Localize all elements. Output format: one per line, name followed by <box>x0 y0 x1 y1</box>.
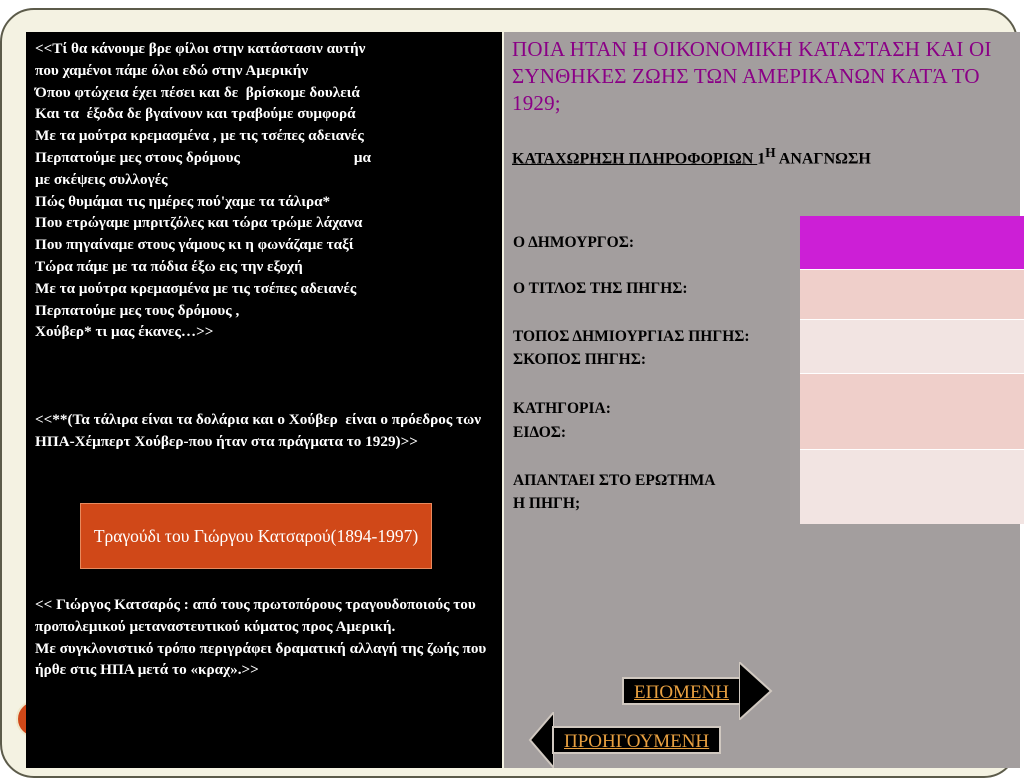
author-bio-text: << Γιώργος Κατσαρός : από τους πρωτοπόρους τραγουδοποιούς του προπολεμικού μεταναστευτικού κύματος προς Αμερική. Με συγκλονιστικό τρόπο περιγράφει δραματική αλλαγή της ζωής που ήρθε στις ΗΠΑ μετά το «κραχ».>> <box>35 596 487 679</box>
label-kind: ΕΙΔΟΣ: <box>513 424 567 441</box>
label-source-title: Ο ΤΙΤΛΟΣ ΤΗΣ ΠΗΓΗΣ: <box>513 280 688 297</box>
cell-category-kind[interactable] <box>800 374 1024 450</box>
subtitle-rest: ΑΝΑΓΝΩΣΗ <box>775 150 871 168</box>
label-answer-line2: Η ΠΗΓΗ; <box>513 495 581 512</box>
poem-line: Που πηγαίναμε στους γάμους κι η φωνάζαμε ταξί <box>35 236 354 254</box>
poem-line: Με τα μούτρα κρεμασμένα , με τις τσέπες αδειανές <box>35 127 364 145</box>
cell-source-title[interactable] <box>800 270 1024 320</box>
next-label: ΕΠΟΜΕΝΗ <box>622 677 741 705</box>
arrow-left-icon <box>528 712 554 768</box>
previous-button[interactable] <box>528 712 721 768</box>
subtitle-superscript: Η <box>765 145 776 160</box>
label-answer-line1: ΑΠΑΝΤΑΕΙ ΣΤΟ ΕΡΩΤΗΜΑ <box>513 472 716 489</box>
poem-line: Και τα έξοδα δε βγαίνουν και τραβούμε συμφορά <box>35 105 356 123</box>
poem-line: Περπατούμε μες στους δρόμους μα <box>35 148 371 166</box>
poem-line: Πώς θυμάμαι τις ημέρες πού'χαμε τα τάλιρα* <box>35 192 331 210</box>
poem-lyrics <box>35 38 498 343</box>
poem-line: Χούβερ* τι μας έκανες…>> <box>35 323 214 341</box>
poem-line: Όπου φτώχεια έχει πέσει και δε βρίσκομε δουλειά <box>35 83 360 101</box>
label-purpose: ΣΚΟΠΟΣ ΠΗΓΗΣ: <box>513 351 647 368</box>
subtitle-underlined: ΚΑΤΑΧΩΡΗΣΗ ΠΛΗΡΟΦΟΡΙΩΝ <box>512 150 758 168</box>
label-category: ΚΑΤΗΓΟΡΙΑ: <box>513 400 611 417</box>
cell-creator[interactable] <box>800 216 1024 270</box>
footnote-text: <<**(Τα τάλιρα είναι τα δολάρια και ο Χούβερ είναι ο πρόεδρος των ΗΠΑ-Χέμπερτ Χούβερ-που ήταν στα πράγματα το 1929)>> <box>35 411 485 450</box>
answer-cells <box>800 216 1024 524</box>
poem-line: Περπατούμε μες τους δρόμους , <box>35 301 240 319</box>
label-place: ΤΟΠΟΣ ΔΗΜΙΟΥΡΓΙΑΣ ΠΗΓΗΣ: <box>513 328 750 345</box>
label-creator: Ο ΔΗΜΟΥΡΓΟΣ: <box>513 234 635 251</box>
subtitle-number: 1 <box>757 150 766 168</box>
previous-label: ΠΡΟΗΓΟΥΜΕΝΗ <box>552 726 721 754</box>
poem-line: Που ετρώγαμε μπριτζόλες και τώρα τρώμε λάχανα <box>35 214 363 232</box>
poem-line: που χαμένοι πάμε όλοι εδώ στην Αμερικήν <box>35 61 309 79</box>
poem-line: Με τα μούτρα κρεμασμένα με τις τσέπες αδειανές <box>35 279 357 297</box>
subtitle <box>512 145 1012 168</box>
poem-line: Τώρα πάμε με τα πόδια έξω εις την εξοχή <box>35 257 303 275</box>
question-title: ΠΟΙΑ ΗΤΑΝ Η ΟΙΚΟΝΟΜΙΚΗ ΚΑΤΑΣΤΑΣΗ ΚΑΙ ΟΙ ΣΥΝΘΗΚΕΣ ΖΩΗΣ ΤΩΝ ΑΜΕΡΙΚΑΝΩΝ ΚΑΤΆ ΤΟ 1929; <box>512 37 992 115</box>
poem-line: με σκέψεις συλλογές <box>35 170 168 188</box>
arrow-right-icon <box>739 662 773 720</box>
cell-answer[interactable] <box>800 450 1024 524</box>
poem-line: <<Τί θα κάνουμε βρε φίλοι στην κατάστασιν αυτήν <box>35 40 366 57</box>
cell-place-purpose[interactable] <box>800 320 1024 374</box>
song-credit-box: Τραγούδι του Γιώργου Κατσαρού(1894-1997) <box>80 503 432 569</box>
